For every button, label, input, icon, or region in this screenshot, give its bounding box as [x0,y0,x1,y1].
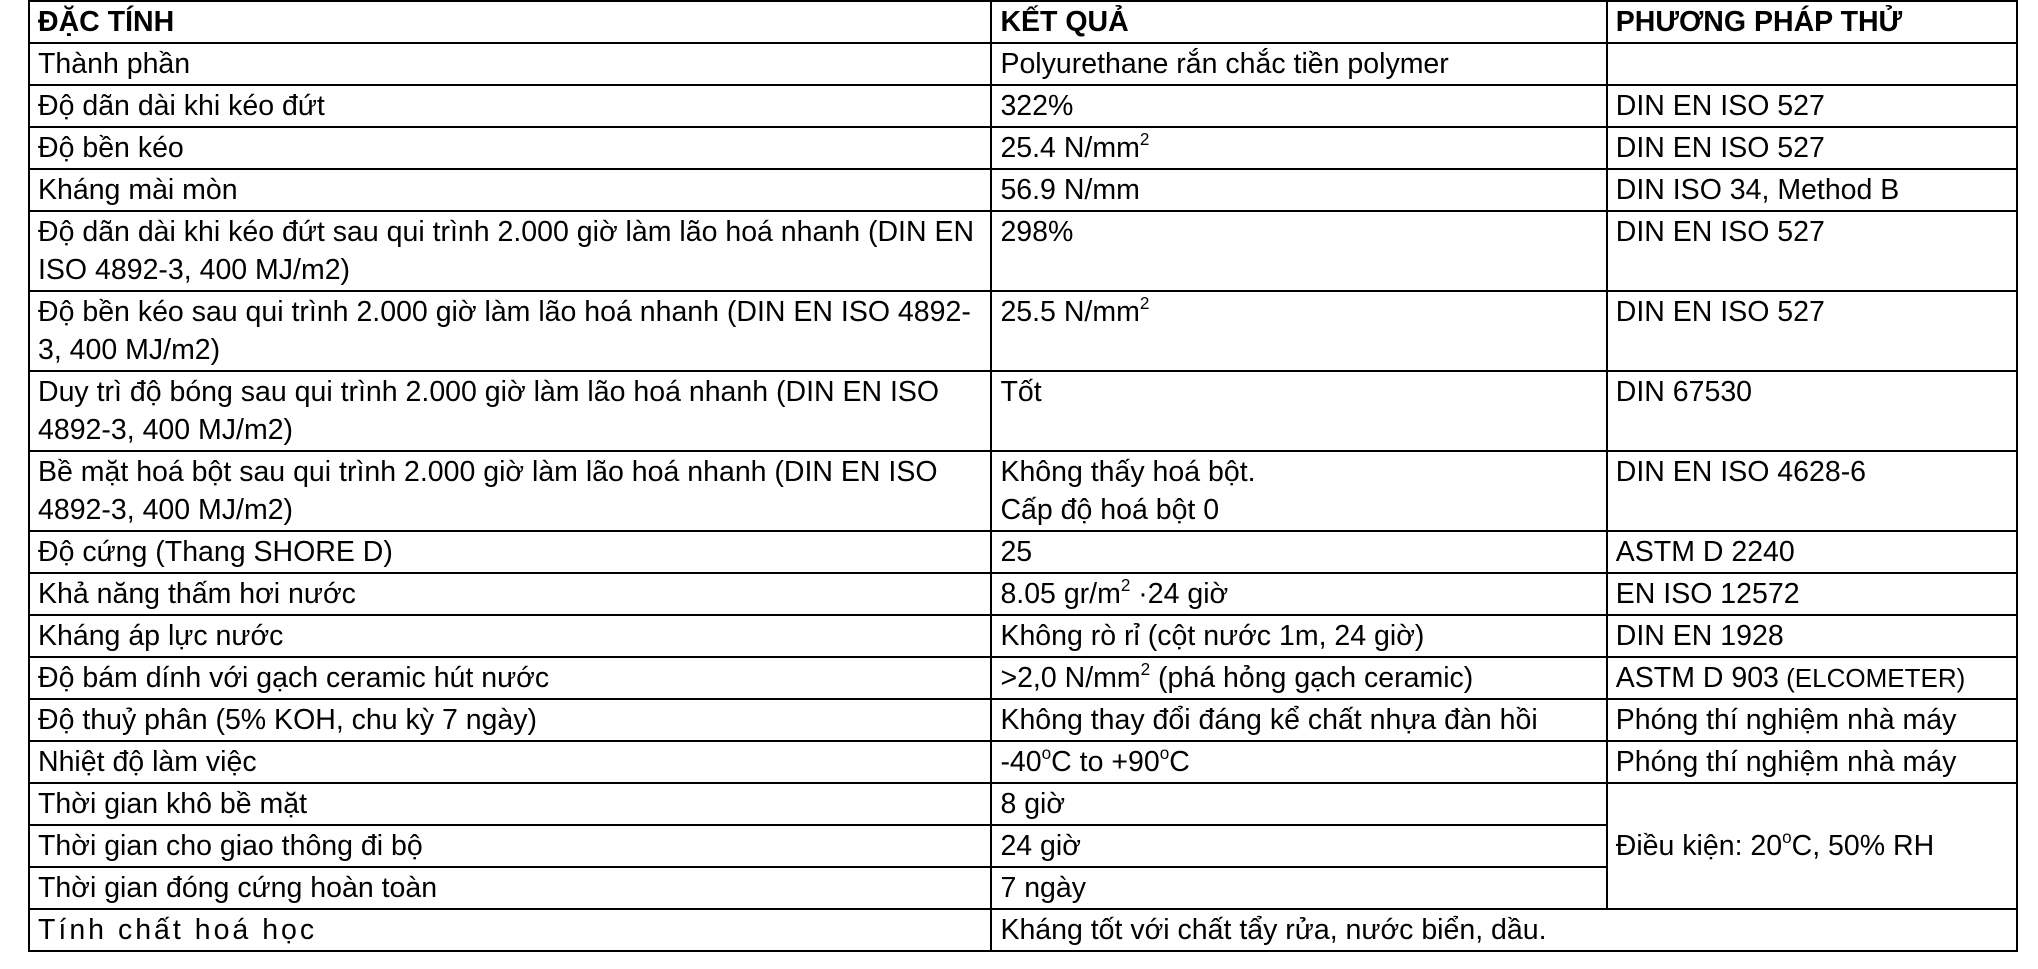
merged-method-cell [1607,783,2017,909]
table-row [29,291,2017,371]
table-row [29,211,2017,291]
result-text: 25.5 N/mm [1000,296,1140,328]
result-cell: 7 ngày [991,867,1606,909]
property-cell: Độ bền kéo [29,127,991,169]
degree-superscript: o [1159,744,1170,764]
result-cell [991,451,1606,531]
degree-superscript: o [1041,744,1052,764]
property-cell: Kháng mài mòn [29,169,991,211]
result-text: C [1169,746,1190,778]
table-row [29,85,2017,127]
header-row [29,1,2017,43]
result-cell: 8 giờ [991,783,1606,825]
method-cell: DIN EN ISO 527 [1607,211,2017,291]
result-superscript: 2 [1139,130,1150,150]
table-row [29,783,2017,825]
method-cell: DIN EN ISO 527 [1607,291,2017,371]
spec-table [28,0,2018,952]
result-text: >2,0 N/mm [1000,662,1141,694]
result-text: C to +90 [1051,746,1160,778]
property-cell: Độ bám dính với gạch ceramic hút nước [29,657,991,699]
result-cell: 56.9 N/mm [991,169,1606,211]
table-row [29,169,2017,211]
result-cell: Không rò rỉ (cột nước 1m, 24 giờ) [991,615,1606,657]
result-cell [991,127,1606,169]
property-cell: Thành phần [29,43,991,85]
result-tail: ·24 giờ [1130,578,1229,610]
method-cell: DIN EN ISO 4628-6 [1607,451,2017,531]
method-cell [1607,657,2017,699]
table-row [29,573,2017,615]
result-tail: (phá hỏng gạch ceramic) [1150,662,1474,694]
result-superscript: 2 [1140,660,1151,680]
method-cell [1607,43,2017,85]
result-cell: 25 [991,531,1606,573]
result-line: Cấp độ hoá bột 0 [1000,494,1220,526]
result-cell [991,657,1606,699]
header-result: KẾT QUẢ [991,1,1606,43]
method-cell: ASTM D 2240 [1607,531,2017,573]
method-cell: DIN ISO 34, Method B [1607,169,2017,211]
property-cell: Độ thuỷ phân (5% KOH, chu kỳ 7 ngày) [29,699,991,741]
table-row [29,657,2017,699]
property-cell: Tính chất hoá học [29,909,991,951]
property-cell: Độ cứng (Thang SHORE D) [29,531,991,573]
method-cell: Phóng thí nghiệm nhà máy [1607,699,2017,741]
result-superscript: 2 [1120,576,1131,596]
result-superscript: 2 [1139,294,1150,314]
result-text: -40 [1000,746,1042,778]
method-note: (ELCOMETER) [1778,663,1966,693]
method-cell: DIN 67530 [1607,371,2017,451]
method-cell: Phóng thí nghiệm nhà máy [1607,741,2017,783]
table-row [29,127,2017,169]
result-cell: 24 giờ [991,825,1606,867]
method-text: ASTM D 903 [1615,662,1779,694]
property-cell: Độ dãn dài khi kéo đứt [29,85,991,127]
result-cell [991,573,1606,615]
result-cell [991,741,1606,783]
result-line: Không thấy hoá bột. [1000,456,1256,488]
result-cell: Polyurethane rắn chắc tiền polymer [991,43,1606,85]
method-text: Điều kiện: 20 [1615,830,1783,862]
method-cell: DIN EN 1928 [1607,615,2017,657]
header-method: PHƯƠNG PHÁP THỬ [1607,1,2017,43]
property-cell: Bề mặt hoá bột sau qui trình 2.000 giờ làm lão hoá nhanh (DIN EN ISO 4892-3, 400 MJ/m2) [29,451,991,531]
table-row [29,699,2017,741]
property-cell: Độ dãn dài khi kéo đứt sau qui trình 2.000 giờ làm lão hoá nhanh (DIN EN ISO 4892-3, 400 MJ/m2) [29,211,991,291]
result-cell [991,291,1606,371]
property-cell: Độ bền kéo sau qui trình 2.000 giờ làm lão hoá nhanh (DIN EN ISO 4892-3, 400 MJ/m2) [29,291,991,371]
property-cell: Thời gian đóng cứng hoàn toàn [29,867,991,909]
table-row [29,615,2017,657]
property-cell: Thời gian khô bề mặt [29,783,991,825]
result-cell: Tốt [991,371,1606,451]
degree-superscript: o [1782,828,1792,848]
result-text: 8.05 gr/m [1000,578,1121,610]
table-row [29,741,2017,783]
result-text: 25.4 N/mm [1000,132,1140,164]
result-cell: 322% [991,85,1606,127]
table-row [29,909,2017,951]
property-cell: Kháng áp lực nước [29,615,991,657]
property-cell: Duy trì độ bóng sau qui trình 2.000 giờ làm lão hoá nhanh (DIN EN ISO 4892-3, 400 MJ/m2) [29,371,991,451]
header-property: ĐẶC TÍNH [29,1,991,43]
table-row [29,371,2017,451]
table-row [29,43,2017,85]
method-cell: DIN EN ISO 527 [1607,127,2017,169]
property-cell: Nhiệt độ làm việc [29,741,991,783]
property-cell: Thời gian cho giao thông đi bộ [29,825,991,867]
result-cell: 298% [991,211,1606,291]
result-cell: Không thay đổi đáng kể chất nhựa đàn hồi [991,699,1606,741]
property-cell: Khả năng thấm hơi nước [29,573,991,615]
table-row [29,531,2017,573]
method-text: C, 50% RH [1791,830,1935,862]
table-row [29,451,2017,531]
method-cell: EN ISO 12572 [1607,573,2017,615]
method-cell: DIN EN ISO 527 [1607,85,2017,127]
result-cell-wide: Kháng tốt với chất tẩy rửa, nước biển, dầu. [991,909,2017,951]
